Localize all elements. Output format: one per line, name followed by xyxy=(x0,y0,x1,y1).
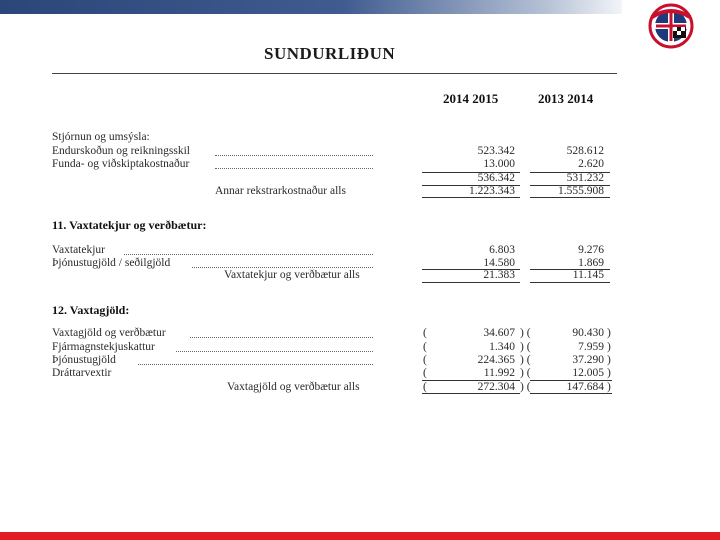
total-current: 21.383 xyxy=(483,269,515,281)
total-prior: 1.555.908 xyxy=(558,185,604,197)
subtotal-current: 536.342 xyxy=(477,172,515,184)
value-current: 6.803 xyxy=(489,244,515,256)
row-label: Dráttarvextir xyxy=(52,367,112,379)
open-paren: ( xyxy=(423,341,427,353)
row-label: Endurskoðun og reikningsskil xyxy=(52,145,190,157)
paren-pair: ) ( xyxy=(520,354,531,366)
open-paren: ( xyxy=(423,327,427,339)
total-label: Vaxtagjöld og verðbætur alls xyxy=(227,381,360,393)
subtotal-prior: 531.232 xyxy=(566,172,604,184)
column-header-2014-2015: 2014 2015 xyxy=(443,91,499,106)
dot-leader xyxy=(124,253,373,255)
paren-pair: ) ( xyxy=(520,327,531,339)
row-label: Fjármagnstekjuskattur xyxy=(52,341,155,353)
page-title: SUNDURLIÐUN xyxy=(264,44,396,63)
total-prior: 147.684 xyxy=(566,381,604,393)
row-label: Þjónustugjöld / seðilgjöld xyxy=(52,257,171,269)
value-current: 224.365 xyxy=(477,354,515,366)
dot-leader xyxy=(192,266,373,268)
club-emblem-icon xyxy=(646,3,696,49)
total-underline xyxy=(422,393,520,394)
paren-pair: ) ( xyxy=(520,341,531,353)
dot-leader xyxy=(190,336,373,338)
bottom-accent-bar xyxy=(0,532,720,540)
close-paren: ) xyxy=(607,354,611,366)
paren-pair: ) ( xyxy=(520,381,531,393)
total-current: 272.304 xyxy=(477,381,515,393)
value-current: 523.342 xyxy=(477,145,515,157)
value-prior: 2.620 xyxy=(578,158,604,170)
total-prior: 11.145 xyxy=(572,269,604,281)
value-current: 14.580 xyxy=(483,257,515,269)
value-current: 11.992 xyxy=(483,367,515,379)
close-paren: ) xyxy=(607,367,611,379)
value-current: 1.340 xyxy=(489,341,515,353)
value-prior: 90.430 xyxy=(572,327,604,339)
dot-leader xyxy=(176,350,373,352)
total-current: 1.223.343 xyxy=(469,185,515,197)
total-underline xyxy=(530,197,610,198)
total-underline xyxy=(422,197,520,198)
section-heading: 11. Vaxtatekjur og verðbætur: xyxy=(52,218,207,232)
total-label: Annar rekstrarkostnaður alls xyxy=(215,185,346,197)
total-underline xyxy=(422,282,520,283)
close-paren: ) xyxy=(607,381,611,393)
close-paren: ) xyxy=(607,327,611,339)
open-paren: ( xyxy=(423,354,427,366)
value-current: 13.000 xyxy=(483,158,515,170)
dot-leader xyxy=(215,154,373,156)
row-label: Þjónustugjöld xyxy=(52,354,116,366)
dot-leader xyxy=(215,167,373,169)
value-prior: 37.290 xyxy=(572,354,604,366)
top-banner-bar xyxy=(0,0,622,14)
open-paren: ( xyxy=(423,367,427,379)
section-heading: Stjórnun og umsýsla: xyxy=(52,131,150,143)
row-label: Funda- og viðskiptakostnaður xyxy=(52,158,190,170)
value-prior: 9.276 xyxy=(578,244,604,256)
value-prior: 12.005 xyxy=(572,367,604,379)
section-heading: 12. Vaxtagjöld: xyxy=(52,303,130,317)
value-current: 34.607 xyxy=(483,327,515,339)
total-label: Vaxtatekjur og verðbætur alls xyxy=(224,269,360,281)
open-paren: ( xyxy=(423,381,427,393)
value-prior: 7.959 xyxy=(578,341,604,353)
value-prior: 1.869 xyxy=(578,257,604,269)
value-prior: 528.612 xyxy=(566,145,604,157)
paren-pair: ) ( xyxy=(520,367,531,379)
close-paren: ) xyxy=(607,341,611,353)
total-underline xyxy=(530,282,610,283)
row-label: Vaxtagjöld og verðbætur xyxy=(52,327,166,339)
row-label: Vaxtatekjur xyxy=(52,244,106,256)
dot-leader xyxy=(138,363,373,365)
total-underline xyxy=(530,393,612,394)
title-divider xyxy=(52,73,617,74)
column-header-2013-2014: 2013 2014 xyxy=(538,91,594,106)
